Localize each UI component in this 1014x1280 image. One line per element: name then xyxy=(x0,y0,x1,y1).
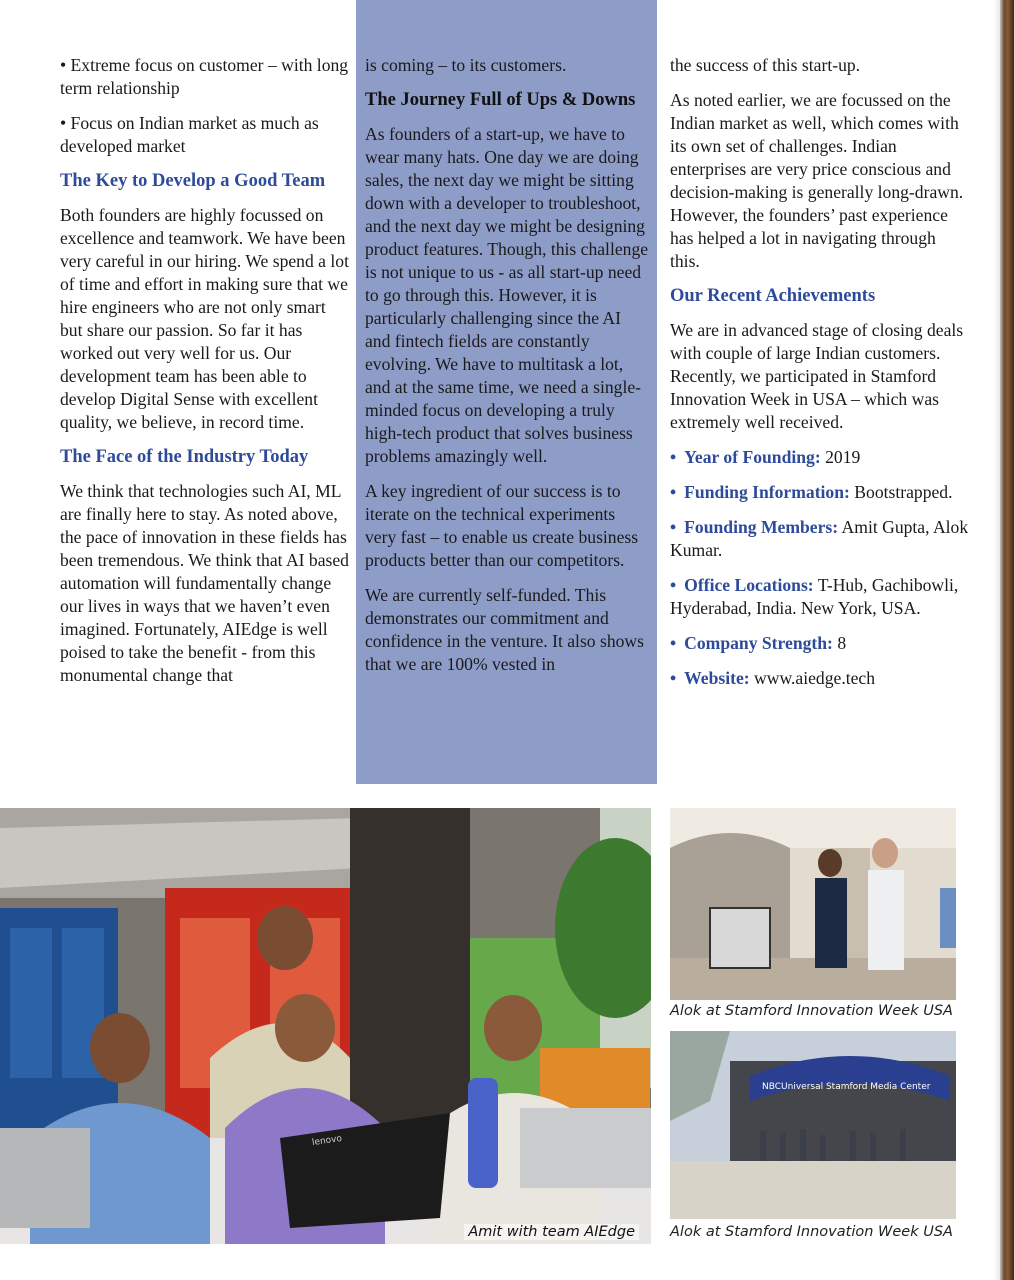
column-middle-shaded xyxy=(356,0,657,784)
paragraph-ingredient: A key ingredient of our success is to iterate on the technical experiments very fast – to enable us create business products better than our competitors. xyxy=(365,481,639,570)
fact-members: • Founding Members: Amit Gupta, Alok Kumar. xyxy=(670,517,969,560)
paragraph-indian-market: As noted earlier, we are focussed on the Indian market as well, which comes with its own set of challenges. Indian enterprises are very price conscious and decision-making is generally long-drawn. However, the founders’ past experience has helped a lot in navigating through this. xyxy=(670,90,964,271)
section-heading-journey: The Journey Full of Ups & Downs xyxy=(365,90,636,110)
team-photo xyxy=(0,808,651,1244)
fact-strength: • Company Strength: 8 xyxy=(670,633,847,653)
paragraph-achievements: We are in advanced stage of closing deals with couple of large Indian customers. Recently, we participated in Stamford Innovation Week in USA – which was extremely well received. xyxy=(670,320,964,432)
bullet-item: • Focus on Indian market as much as developed market xyxy=(60,113,319,156)
photo-caption-main: Amit with team AIEdge xyxy=(464,1224,639,1240)
page-edge xyxy=(1000,0,1014,1280)
stamford-photo-2-illustration xyxy=(670,1031,956,1219)
company-facts-list xyxy=(670,446,970,690)
paragraph-funding: We are currently self-funded. This demonstrates our commitment and confidence in the venture. It also shows that we are 100% vested in xyxy=(365,585,644,674)
stamford-photo-1 xyxy=(670,808,956,1000)
paragraph-continued: the success of this start-up. xyxy=(670,55,861,75)
column-left xyxy=(60,54,352,699)
paragraph-journey: As founders of a start-up, we have to wear many hats. One day we are doing sales, the next day we might be sitting down with a developer to troubleshoot, and the next day we might be designing product features. Though, this challenge is not unique to us - as all start-up need to go through this. However, it is particularly challenging since the AI and fintech fields are constantly evolving. We have to multitask a lot, and at the same time, we need a single-minded focus on developing a truly high-tech product that solves business problems amazingly well. xyxy=(365,124,649,466)
media-center-sign: NBCUniversal Stamford Media Center xyxy=(762,1082,931,1092)
stamford-photo-1-illustration xyxy=(670,808,956,1000)
section-heading-industry: The Face of the Industry Today xyxy=(60,447,309,467)
fact-year: • Year of Founding: 2019 xyxy=(670,447,861,467)
section-heading-achievements: Our Recent Achievements xyxy=(670,286,876,306)
team-photo-illustration xyxy=(0,808,651,1244)
bullet-item: • Extreme focus on customer – with long term relationship xyxy=(60,55,349,98)
laptop-brand-label: lenovo xyxy=(311,1133,343,1149)
photo-caption-stamford-1: Alok at Stamford Innovation Week USA xyxy=(670,1003,953,1019)
paragraph-continued: is coming – to its customers. xyxy=(365,55,567,75)
column-right xyxy=(670,54,970,702)
fact-website: • Website: www.aiedge.tech xyxy=(670,668,876,688)
fact-funding: • Funding Information: Bootstrapped. xyxy=(670,482,953,502)
paragraph-industry: We think that technologies such AI, ML are finally here to stay. As noted above, the pace of innovation in these fields has been tremendous. We think that AI based automation will fundamentally change our lives in ways that we haven’t even imagined. Fortunately, AIEdge is well poised to take the benefit - from this monumental change that xyxy=(60,481,349,685)
photo-caption-stamford-2: Alok at Stamford Innovation Week USA xyxy=(670,1224,953,1240)
fact-offices: • Office Locations: T-Hub, Gachibowli, Hyderabad, India. New York, USA. xyxy=(670,575,959,618)
section-heading-team: The Key to Develop a Good Team xyxy=(60,171,326,191)
paragraph-team: Both founders are highly focussed on excellence and teamwork. We have been very careful in our hiring. We spend a lot of time and effort in making sure that we hire engineers who are not only smart but share our passion. So far it has worked out very well for us. Our development team has been able to develop Digital Sense with excellent quality, we believe, in record time. xyxy=(60,205,349,432)
stamford-photo-2 xyxy=(670,1031,956,1219)
